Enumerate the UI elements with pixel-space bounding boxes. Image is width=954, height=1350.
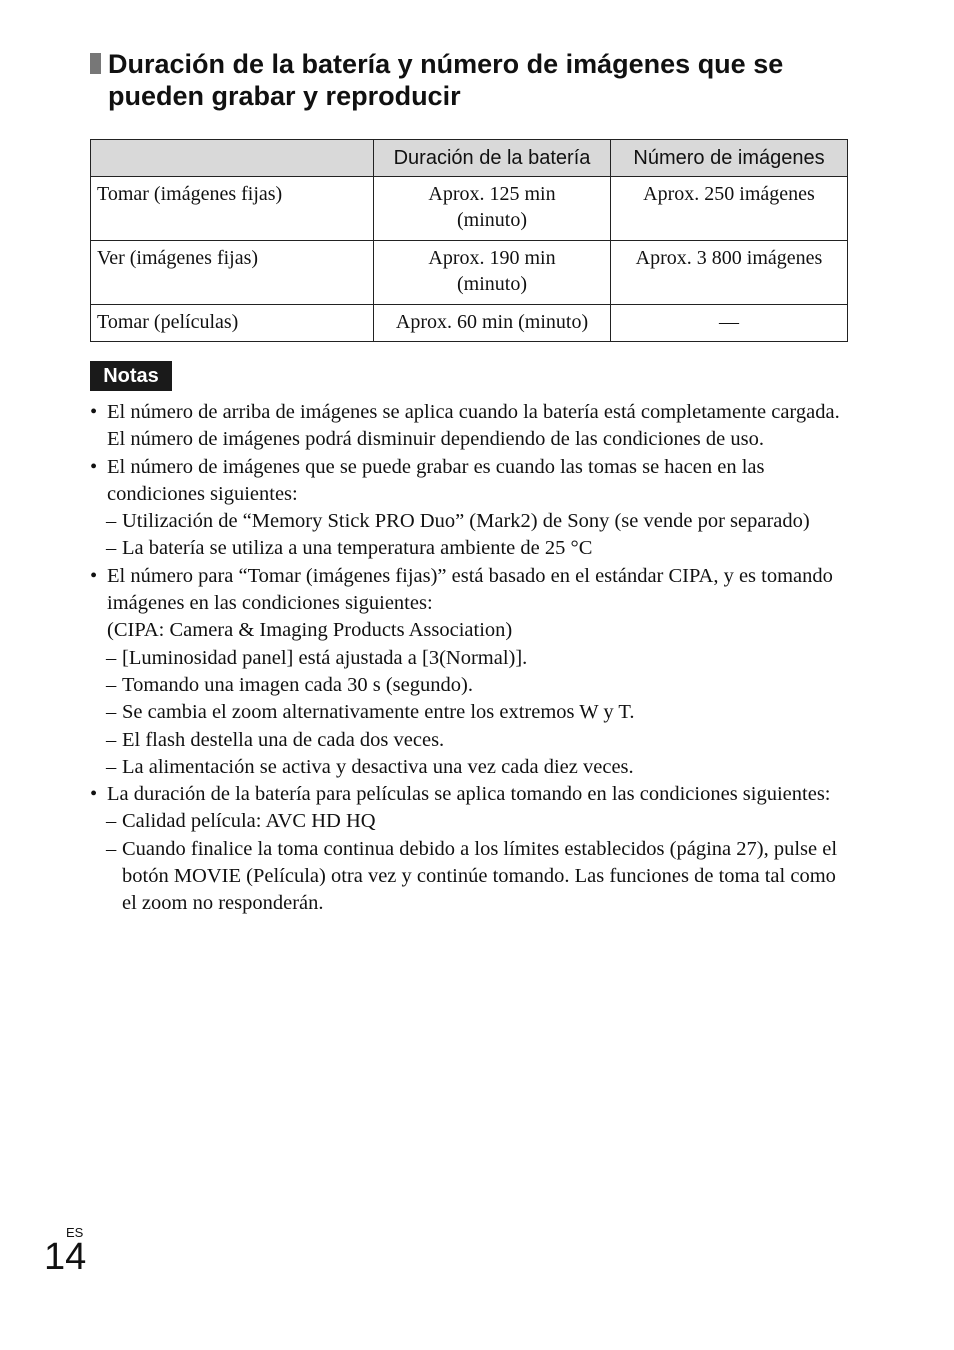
sub-text: La alimentación se activa y desactiva una vez cada diez veces.: [122, 755, 634, 778]
sub-item: [106, 699, 850, 726]
bullet-icon: •: [90, 455, 98, 478]
bullet-icon: •: [90, 401, 98, 423]
heading-marker-icon: [90, 53, 101, 74]
dash-icon: –: [106, 537, 117, 560]
note-text: El número de arriba de imágenes se aplica cuando la batería está completamente cargada. El número de imágenes podrá disminuir dependiendo de las condiciones de uso.: [107, 401, 840, 451]
table-header-row: [91, 140, 848, 177]
section-heading: [90, 48, 870, 112]
dash-icon: –: [106, 646, 117, 669]
table-cell-count: Aprox. 250 imágenes: [611, 177, 848, 241]
sub-item: [106, 754, 850, 781]
table-header-count: Número de imágenes: [611, 140, 848, 177]
cipa-text: (CIPA: Camera & Imaging Products Association): [107, 619, 513, 642]
sub-text: La batería se utiliza a una temperatura ambiente de 25 °C: [122, 537, 593, 560]
note-extra: [90, 617, 850, 644]
note-text: El número para “Tomar (imágenes fijas)” está basado en el estándar CIPA, y es tomando imágenes en las condiciones siguientes:: [107, 564, 833, 615]
sub-text: Cuando finalice la toma continua debido a los límites establecidos (página 27), pulse el botón MOVIE (Película) otra vez y continúe tomando. Las funciones de toma tal como el zoom no responderán.: [122, 837, 838, 915]
table-cell-mode: Ver (imágenes fijas): [91, 241, 374, 305]
dash-icon: –: [106, 701, 117, 724]
table-cell-mode: Tomar (películas): [91, 305, 374, 342]
table-header-empty: [91, 140, 374, 177]
bullet-icon: •: [90, 783, 98, 806]
table-cell-count: Aprox. 3 800 imágenes: [611, 241, 848, 305]
table-row: [91, 177, 848, 241]
sub-text: Calidad película: AVC HD HQ: [122, 810, 376, 833]
heading-line-2: pueden grabar y reproducir: [108, 81, 461, 111]
bullet-icon: •: [90, 564, 98, 587]
list-item: [90, 399, 850, 454]
sub-item: [106, 672, 850, 699]
dash-icon: –: [106, 728, 117, 751]
sub-text: [Luminosidad panel] está ajustada a [3(Normal)].: [122, 646, 528, 669]
dash-icon: –: [106, 837, 117, 860]
sub-item: [106, 727, 850, 754]
table-cell-duration: Aprox. 125 min (minuto): [374, 177, 611, 241]
table-cell-count: —: [611, 305, 848, 342]
dash-icon: –: [106, 673, 117, 696]
table-cell-duration: Aprox. 190 min (minuto): [374, 241, 611, 305]
sub-item: [106, 508, 850, 535]
dash-icon: –: [106, 755, 117, 778]
list-item: [90, 781, 850, 808]
list-item: [90, 563, 850, 618]
sub-text: Tomando una imagen cada 30 s (segundo).: [122, 673, 473, 696]
table-row: [91, 305, 848, 342]
note-text: La duración de la batería para películas se aplica tomando en las condiciones siguientes:: [107, 783, 831, 806]
dash-icon: –: [106, 810, 117, 833]
heading-line-1: Duración de la batería y número de imágenes que se: [108, 49, 784, 79]
table-cell-mode: Tomar (imágenes fijas): [91, 177, 374, 241]
note-text: El número de imágenes que se puede grabar es cuando las tomas se hacen en las condiciones siguientes:: [107, 455, 765, 505]
sub-item: [106, 836, 850, 918]
dash-icon: –: [106, 510, 117, 533]
sub-text: Utilización de “Memory Stick PRO Duo” (Mark2) de Sony (se vende por separado): [122, 510, 810, 533]
sub-item: [106, 645, 850, 672]
list-item: [90, 454, 850, 509]
battery-table: [90, 139, 848, 342]
table-cell-duration: Aprox. 60 min (minuto): [374, 305, 611, 342]
table-row: [91, 241, 848, 305]
sub-text: Se cambia el zoom alternativamente entre los extremos W y T.: [122, 701, 635, 724]
sub-item: [106, 535, 850, 562]
sub-text: El flash destella una de cada dos veces.: [122, 728, 445, 751]
table-header-duration: Duración de la batería: [374, 140, 611, 177]
notes-list: [90, 399, 850, 918]
page-language: ES: [66, 1225, 84, 1240]
page-number: 14: [44, 1236, 87, 1278]
notes-label: Notas: [90, 361, 172, 391]
sub-item: [106, 808, 850, 835]
